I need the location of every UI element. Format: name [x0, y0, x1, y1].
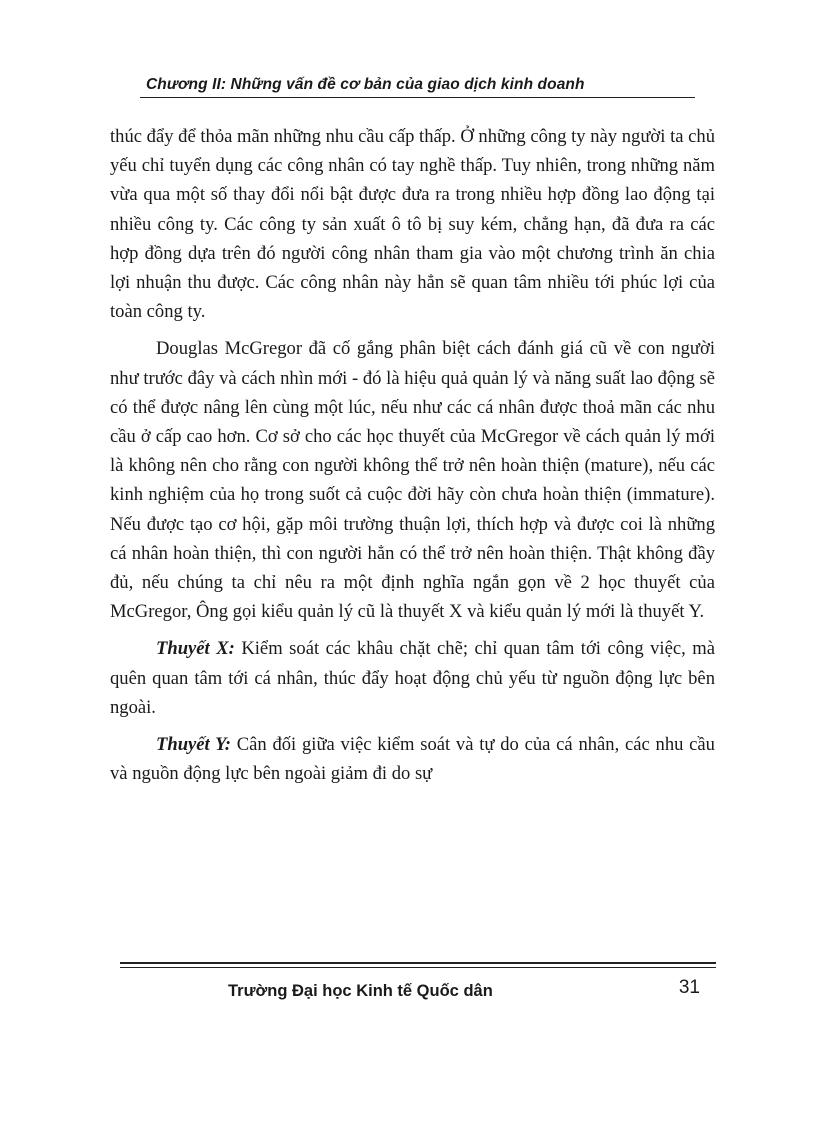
paragraph-text: Douglas McGregor đã cố gắng phân biệt cách đánh giá cũ về con người như trước đây và cách nhìn mới - đó là hiệu quả quản lý và năng suất lao động sẽ có thể được nâng lên cùng một lúc, nếu như các cá nhân được thoả mãn các nhu cầu ở cấp cao hơn. Cơ sở cho các học thuyết của McGregor về cách quản lý mới là không nên cho rằng con người không thể trở nên hoàn thiện (mature), nếu các kinh nghiệm của họ trong suốt cả cuộc đời hãy còn chưa hoàn thiện (immature). Nếu được tạo cơ hội, gặp môi trường thuận lợi, thích hợp và được coi là những cá nhân hoàn thiện, thì con người hẳn có thể trở nên hoàn thiện. Thật không đầy đủ, nếu chúng ta chỉ nêu ra một định nghĩa ngắn gọn về 2 học thuyết của McGregor, Ông gọi kiểu quản lý cũ là thuyết X và kiểu quản lý mới là thuyết Y.: [110, 338, 715, 623]
footer-rule-thick: [120, 962, 716, 964]
paragraph-text: Kiểm soát các khâu chặt chẽ; chỉ quan tâm tới công việc, mà quên quan tâm tới cá nhân, thúc đẩy hoạt động chủ yếu từ nguồn động lực bên ngoài.: [110, 638, 715, 718]
paragraph-text: Cân đối giữa việc kiểm soát và tự do của cá nhân, các nhu cầu và nguồn động lực bên ngoài giảm đi do sự: [110, 734, 715, 785]
page-body: [110, 122, 715, 788]
chapter-title: Chương II: Những vấn đề cơ bản của giao dịch kinh doanh: [146, 76, 585, 93]
footer-rule-thin: [120, 967, 716, 968]
paragraph-mcgregor: [110, 334, 715, 626]
institution-name: Trường Đại học Kinh tế Quốc dân: [228, 982, 493, 1000]
running-header: [140, 68, 695, 100]
theory-y-term: Thuyết Y:: [156, 734, 231, 756]
paragraph-continuation: [110, 122, 715, 326]
header-rule: [140, 97, 695, 98]
theory-x-term: Thuyết X:: [156, 638, 235, 660]
page-number: 31: [678, 977, 700, 998]
paragraph-text: thúc đẩy để thỏa mãn những nhu cầu cấp thấp. Ở những công ty này người ta chủ yếu chỉ tuyển dụng các công nhân có tay nghề thấp. Tuy nhiên, trong những năm vừa qua một số thay đổi nổi bật được đưa ra trong nhiều hợp đồng lao động tại nhiều công ty. Các công ty sản xuất ô tô bị suy kém, chẳng hạn, đã đưa ra các hợp đồng dựa trên đó người công nhân tham gia vào một chương trình ăn chia lợi nhuận thu được. Các công nhân này hẳn sẽ quan tâm nhiều tới phúc lợi của toàn công ty.: [110, 126, 715, 323]
paragraph-theory-x: [110, 634, 715, 722]
paragraph-theory-y: [110, 730, 715, 788]
page-footer: [120, 962, 716, 1012]
